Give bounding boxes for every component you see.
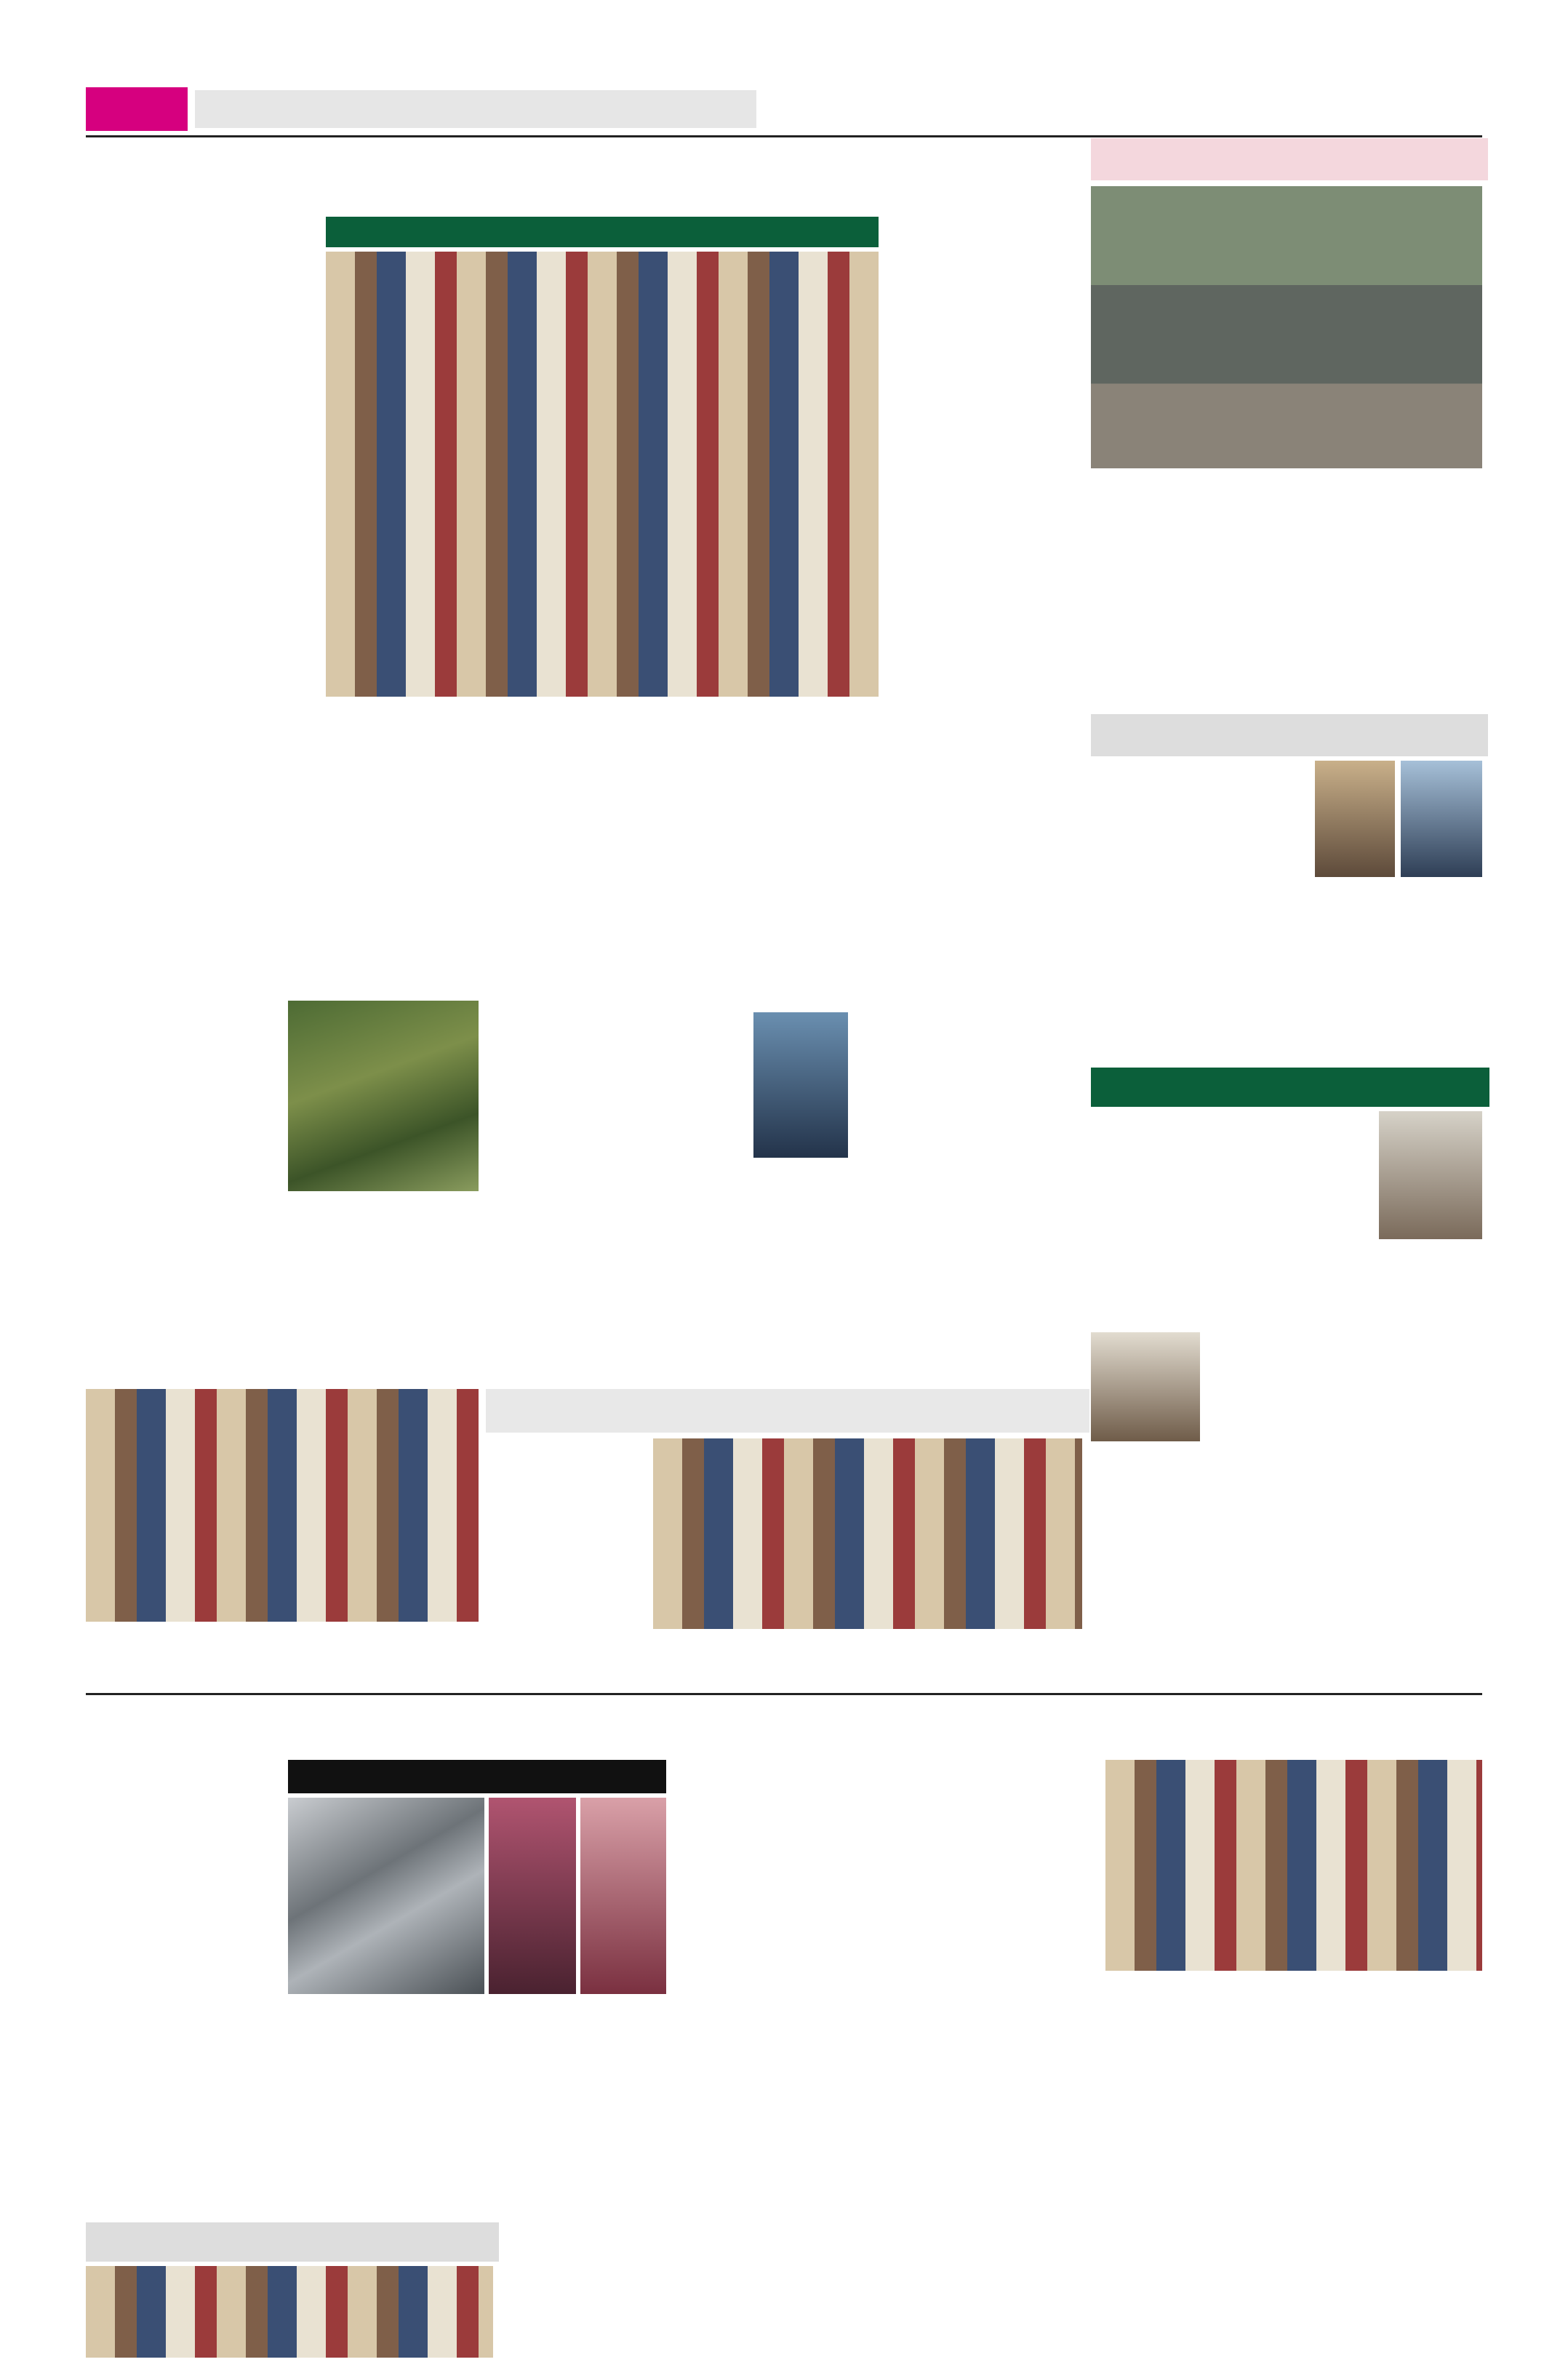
- bus-headline: [1091, 714, 1488, 756]
- section-title: [195, 90, 756, 128]
- murder-body-right: [854, 1012, 1082, 1383]
- thammanna-headline: [86, 2222, 499, 2262]
- obit2-headline: [1207, 1332, 1482, 1363]
- issue-date: [1199, 89, 1482, 129]
- elephant-body-intro: [86, 1001, 282, 1191]
- students-photo: [653, 1438, 1082, 1629]
- murder-headline: [486, 950, 1082, 1006]
- arji-headline: [500, 2222, 1082, 2262]
- mid-rule: [86, 1693, 1482, 1695]
- paper-name: [1024, 89, 1184, 129]
- lead-body-left: [86, 217, 319, 944]
- corona-cases-headline: [1091, 2222, 1482, 2262]
- lead-photo: [326, 252, 879, 697]
- moped-photo: [1091, 186, 1482, 468]
- elephant-headline: [86, 953, 479, 996]
- bhoomi-body-right: [1105, 2019, 1482, 2218]
- obit1-body: [1091, 1111, 1373, 1325]
- crash-victim-photo-1: [489, 1798, 576, 1994]
- bhoomi-body-left: [886, 1760, 1100, 2218]
- page-label-box: [86, 87, 188, 131]
- students-body-bottom: [653, 1633, 1082, 1686]
- bank-photo: [86, 1389, 479, 1622]
- masthead: [86, 87, 1482, 131]
- obit2-photo: [1091, 1332, 1200, 1441]
- bhoomi-caption: [1105, 1974, 1482, 2014]
- lead-subhead: [326, 217, 879, 247]
- crash-subhead: [288, 1760, 666, 1793]
- bhoomi-headline: [886, 1697, 1482, 1756]
- bank-caption: [86, 1626, 479, 1686]
- lead-body-right: [886, 217, 1075, 944]
- crash-photo: [288, 1798, 484, 1994]
- bus-body-bottom: [1091, 902, 1482, 1062]
- obit2-body-cont: [1091, 1447, 1200, 1482]
- bus-victim-photo-1: [1315, 761, 1395, 877]
- elephant-body: [86, 1196, 479, 1383]
- lead-headline: [86, 135, 1075, 215]
- crash-body-right: [673, 1760, 879, 2218]
- crash-headline: [86, 1697, 879, 1756]
- students-body: [486, 1438, 647, 1686]
- students-headline: [486, 1389, 1089, 1433]
- bus-victim-photo-2: [1401, 761, 1482, 877]
- murder-victim-photo: [753, 1012, 848, 1158]
- crash-body-mid: [288, 2000, 666, 2218]
- corona-cases-body: [1091, 2266, 1482, 2358]
- bus-body-top: [1091, 761, 1309, 897]
- moped-body: [1091, 474, 1482, 708]
- crash-body-left: [86, 1760, 282, 2218]
- arji-body: [500, 2266, 1082, 2358]
- murder-body-left: [486, 1012, 748, 1383]
- lead-body-bottom: [326, 745, 879, 944]
- obit2-body: [1207, 1366, 1482, 1482]
- crash-victim-photo-2: [580, 1798, 666, 1994]
- obit1-headline: [1091, 1068, 1489, 1107]
- elephant-photo: [288, 1001, 479, 1191]
- thammanna-photo: [86, 2266, 493, 2358]
- obit1-photo: [1379, 1111, 1482, 1239]
- moped-headline: [1091, 138, 1488, 180]
- bhoomi-photo: [1105, 1760, 1482, 1971]
- lead-caption: [326, 700, 879, 740]
